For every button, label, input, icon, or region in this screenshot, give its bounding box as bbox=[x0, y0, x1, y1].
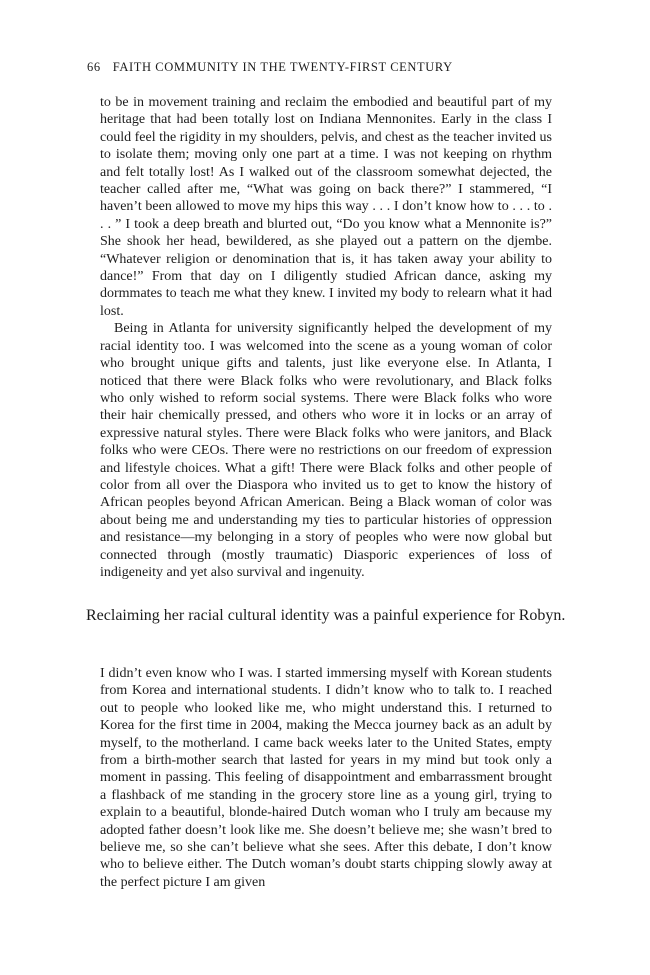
body-paragraph: Reclaiming her racial cultural identity was a painful experience for Robyn. bbox=[86, 607, 566, 624]
quote2-paragraph-1: I didn’t even know who I was. I started immersing myself with Korean students from Korea and international students. I didn’t know who to talk to. I reached out to people who looked like me, who might understand this. I returned to Korea for the first time in 2004, making the Mecca journey back as an adult by myself, to the motherland. I came back weeks later to the United States, empty from a birth-mother search that lasted for years in my mind but took only a moment in passing. This feeling of disappointment and embarrassment brought a flashback of me standing in the grocery store line as a young girl, trying to explain to a beautiful, blonde-haired Dutch woman who I truly am because my adopted father doesn’t look like me. She doesn’t believe me; she wasn’t bred to believe me, so she can’t believe what she sees. After this debate, I don’t know who to believe either. The Dutch woman’s doubt starts chipping slowly away at the perfect picture I am given bbox=[100, 666, 552, 890]
block-quote-2 bbox=[100, 665, 552, 891]
running-title: FAITH COMMUNITY IN THE TWENTY-FIRST CENTURY bbox=[112, 60, 453, 74]
page-number: 66 bbox=[87, 60, 101, 74]
quote1-paragraph-2: Being in Atlanta for university significantly helped the development of my racial identity too. I was welcomed into the scene as a young woman of color who brought unique gifts and talents, just like everyone else. In Atlanta, I noticed that there were Black folks who were revolutionary, and Black folks who only wished to reform social systems. There were Black folks who wore their hair chemically pressed, and others who wore it in locks or an array of expressive natural styles. There were Black folks who were janitors, and Black folks who were CEOs. There were no restrictions on our freedom of expression and lifestyle choices. What a gift! There were Black folks and other people of color from all over the Diaspora who invited us to get to know the history of African peoples beyond African American. Being a Black woman of color was about being me and understanding my ties to particular histories of oppression and resistance—my belonging in a story of peoples who were now global but connected through (mostly traumatic) Diasporic experiences of loss of indigeneity and yet also survival and ingenuity. bbox=[100, 321, 552, 580]
running-header bbox=[87, 60, 567, 75]
quote1-paragraph-1: to be in movement training and reclaim the embodied and beautiful part of my heritage that had been totally lost on Indiana Mennonites. Early in the class I could feel the rigidity in my shoulders, pelvis, and chest as the teacher invited us to isolate them; moving only one part at a time. I was not keeping on rhythm and felt totally lost! As I walked out of the classroom somewhat dejected, the teacher called after me, “What was going on back there?” I stammered, “I haven’t been allowed to move my hips this way . . . I don’t know how to . . . to . . . ” I took a deep breath and blurted out, “Do you know what a Mennonite is?” She shook her head, bewildered, as she played out a pattern on the djembe. “Whatever religion or denomination that is, it has taken away your ability to dance!” From that day on I diligently studied African dance, asking my dormmates to teach me what they knew. I invited my body to relearn what it had lost. bbox=[100, 95, 552, 319]
block-quote-1 bbox=[100, 94, 552, 581]
